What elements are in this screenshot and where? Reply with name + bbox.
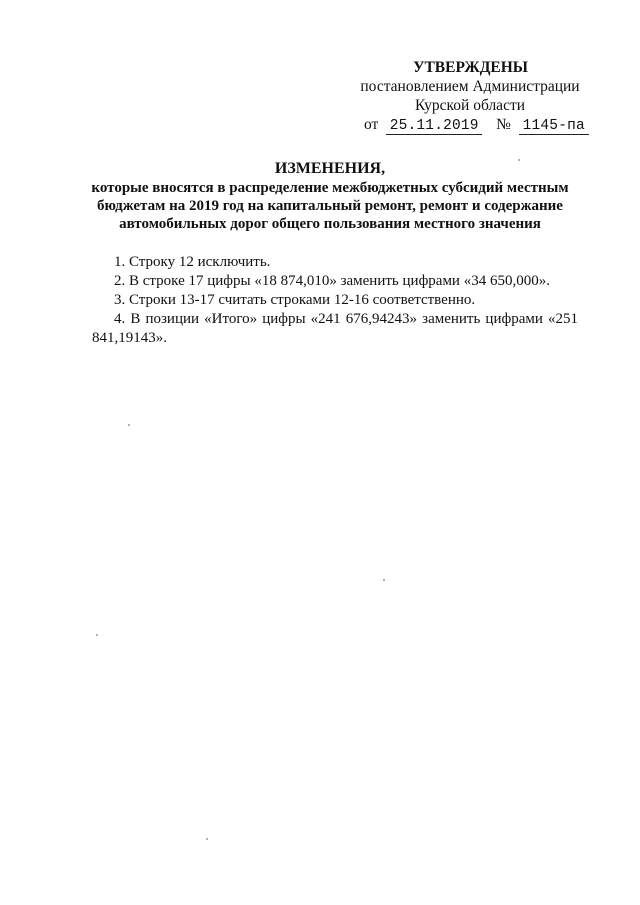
scan-speck — [96, 634, 98, 636]
scan-speck — [128, 424, 130, 426]
scan-speck — [206, 838, 208, 840]
change-item-4: 4. В позиции «Итого» цифры «241 676,94243» заменить цифрами «251 841,19143». — [92, 311, 578, 346]
number-prefix: № — [496, 116, 511, 133]
scan-speck — [518, 159, 520, 161]
approval-line-1: постановлением Администрации — [360, 78, 580, 95]
change-item-3: 3. Строки 13-17 считать строками 12-16 соответственно. — [114, 292, 476, 308]
heading-line-1: которые вносятся в распределение межбюджетных субсидий местным — [91, 180, 569, 196]
change-item-1: 1. Строку 12 исключить. — [114, 254, 271, 270]
approval-date-line — [352, 115, 588, 135]
heading-title: ИЗМЕНЕНИЯ, — [274, 160, 386, 177]
heading-line-3: автомобильных дорог общего пользования местного значения — [119, 216, 541, 232]
approval-line-2: Курской области — [414, 97, 526, 114]
heading-line-2: бюджетам на 2019 год на капитальный ремонт, ремонт и содержание — [97, 198, 563, 214]
approval-number: 1145-па — [519, 118, 589, 135]
changes-list — [92, 253, 578, 348]
document-heading — [80, 160, 580, 233]
approval-title: УТВЕРЖДЕНЫ — [413, 59, 528, 76]
approval-date: 25.11.2019 — [386, 118, 482, 135]
change-item-2: 2. В строке 17 цифры «18 874,010» заменить цифрами «34 650,000». — [114, 273, 550, 289]
date-prefix: от — [364, 116, 379, 133]
scan-speck — [383, 579, 385, 581]
approval-stamp — [352, 58, 588, 135]
